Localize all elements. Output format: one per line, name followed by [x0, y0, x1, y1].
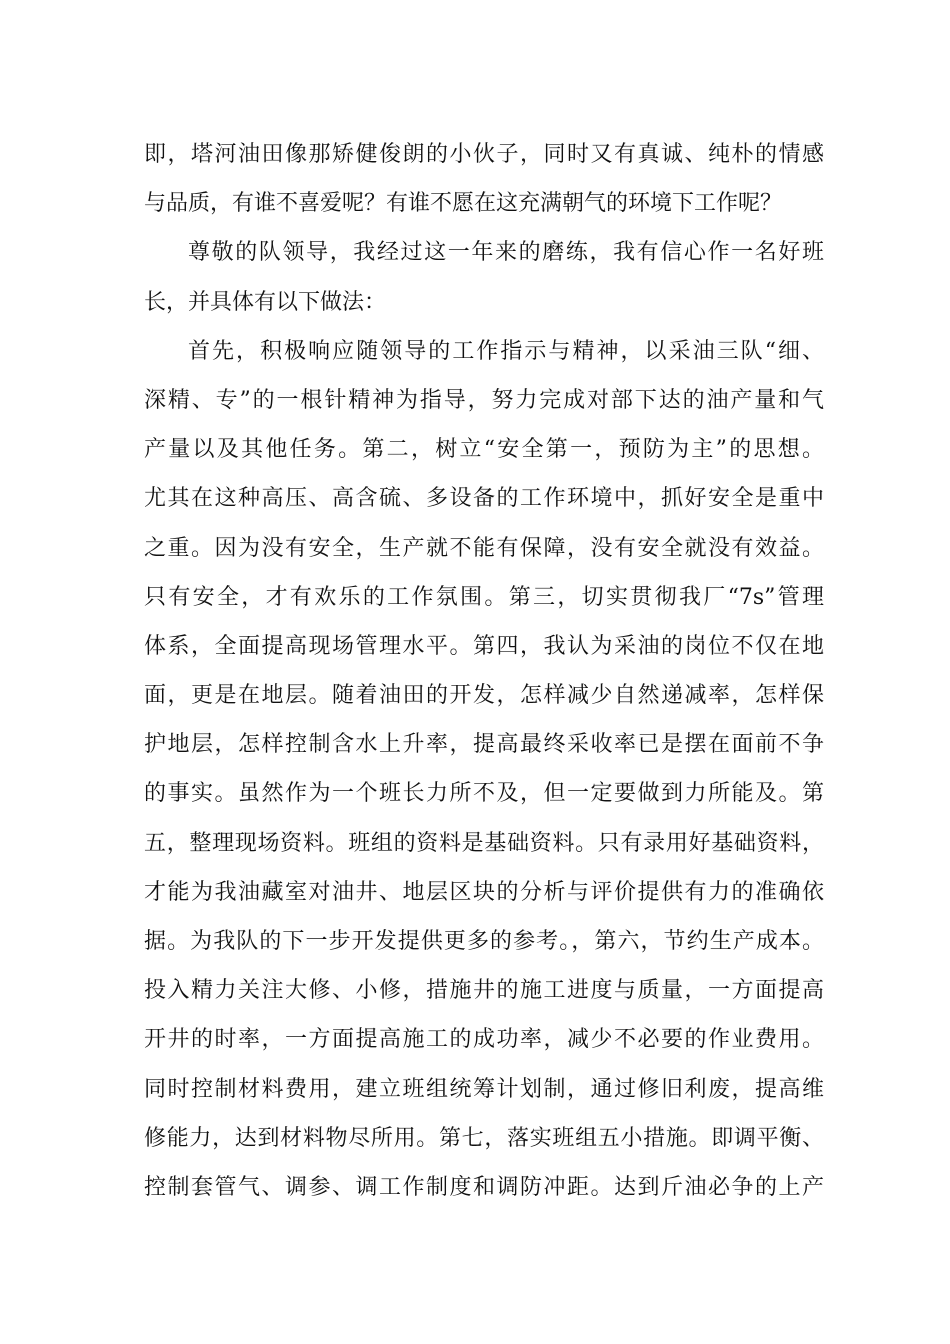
- text-line: 只有安全，才有欢乐的工作氛围。第三，切实贯彻我厂“7s”管理: [144, 584, 824, 610]
- text-line: 修能力，达到材料物尽所用。第七，落实班组五小措施。即调平衡、: [144, 1125, 824, 1151]
- text-line: 的事实。虽然作为一个班长力所不及，但一定要做到力所能及。第: [144, 781, 824, 807]
- text-line: 开井的时率，一方面提高施工的成功率，减少不必要的作业费用。: [144, 1027, 824, 1053]
- text-line: 产量以及其他任务。第二，树立“安全第一，预防为主”的思想。: [144, 437, 824, 463]
- text-line: 护地层，怎样控制含水上升率，提高最终采收率已是摆在面前不争: [144, 732, 824, 758]
- body-text: [144, 130, 824, 1212]
- text-line: 面，更是在地层。随着油田的开发，怎样减少自然递减率，怎样保: [144, 683, 824, 709]
- text-line: 与品质，有谁不喜爱呢？有谁不愿在这充满朝气的环境下工作呢？: [144, 191, 783, 217]
- text-line: 控制套管气、调参、调工作制度和调防冲距。达到斤油必争的上产: [144, 1174, 824, 1200]
- text-line: 深精、专”的一根针精神为指导，努力完成对部下达的油产量和气: [144, 387, 824, 413]
- text-line: 之重。因为没有安全，生产就不能有保障，没有安全就没有效益。: [144, 535, 824, 561]
- text-line: 尤其在这种高压、高含硫、多设备的工作环境中，抓好安全是重中: [144, 486, 824, 512]
- text-line: 尊敬的队领导，我经过这一年来的磨练，我有信心作一名好班: [188, 240, 824, 266]
- text-line: 五，整理现场资料。班组的资料是基础资料。只有录用好基础资料，: [144, 830, 824, 856]
- text-line: 同时控制材料费用，建立班组统筹计划制，通过修旧利废，提高维: [144, 1076, 824, 1102]
- text-line: 首先，积极响应随领导的工作指示与精神，以采油三队“细、: [188, 338, 824, 364]
- text-line: 体系，全面提高现场管理水平。第四，我认为采油的岗位不仅在地: [144, 633, 824, 659]
- text-line: 即，塔河油田像那矫健俊朗的小伙子，同时又有真诚、纯朴的情感: [144, 142, 824, 167]
- text-line: 投入精力关注大修、小修，措施井的施工进度与质量，一方面提高: [144, 978, 824, 1004]
- text-line: 长，并具体有以下做法：: [144, 289, 387, 315]
- text-line: 据。为我队的下一步开发提供更多的参考。，第六，节约生产成本。: [144, 929, 824, 954]
- text-line: 才能为我油藏室对油井、地层区块的分析与评价提供有力的准确依: [144, 879, 824, 905]
